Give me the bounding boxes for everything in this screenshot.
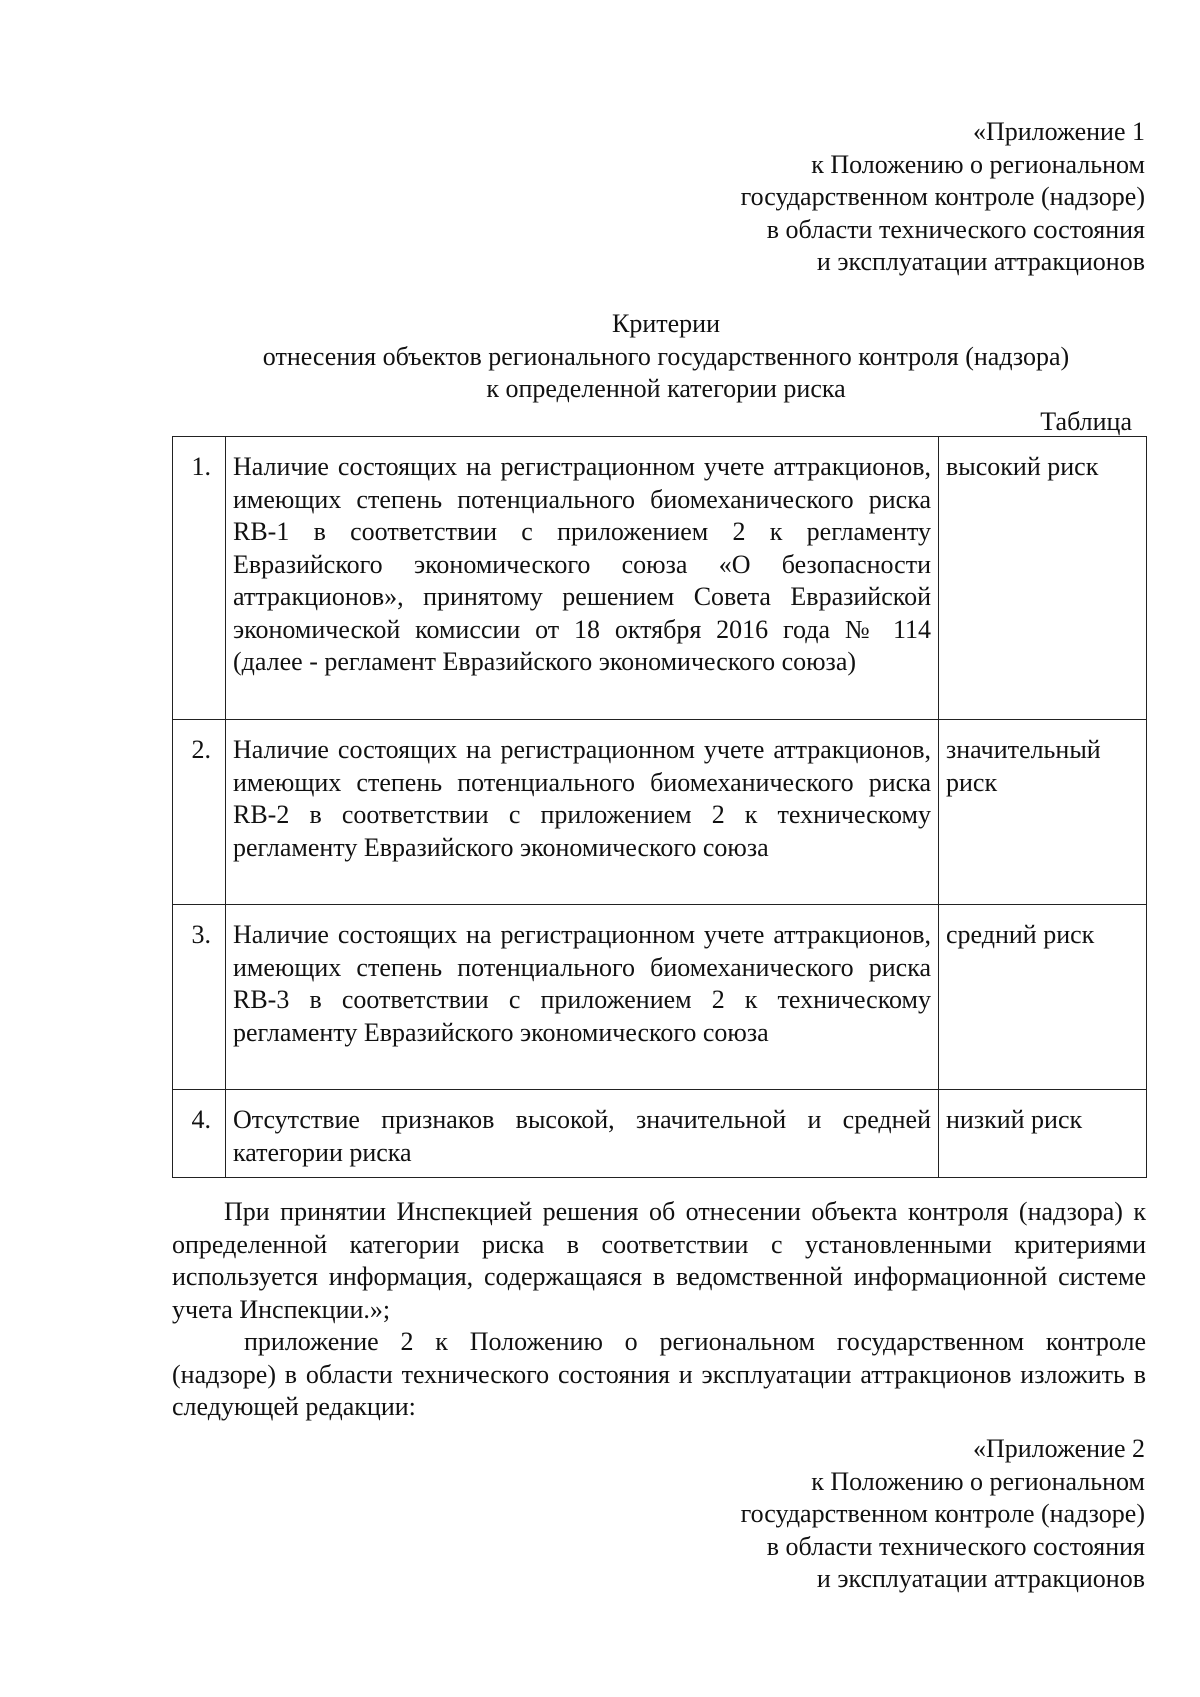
title-line: отнесения объектов регионального государственного контроля (надзора) — [262, 341, 1070, 371]
appendix-2-line: и эксплуатации аттракционов — [816, 1564, 1145, 1593]
table-row — [173, 437, 1147, 720]
body-paragraph: При принятии Инспекцией решения об отнесении объекта контроля (надзора) к определенной категории риска в соответствии с установленными критериями используется информация, содержащаяся в ведомственной информационной системе учета Инспекции.»; — [172, 1197, 1146, 1324]
appendix-1-line: в области технического состояния — [766, 214, 1145, 244]
appendix-1-line: и эксплуатации аттракционов — [816, 247, 1145, 276]
row-number: 4. — [173, 1090, 226, 1178]
table-row — [173, 1090, 1147, 1178]
appendix-1-line: «Приложение 1 — [972, 117, 1145, 146]
appendix-1-header — [445, 116, 1145, 279]
row-number: 1. — [173, 437, 226, 720]
appendix-1-line: государственном контроле (надзоре) — [740, 182, 1145, 211]
title-line: Критерии — [612, 309, 720, 338]
appendix-2-header — [445, 1433, 1145, 1596]
appendix-2-line: к Положению о региональном — [811, 1466, 1145, 1496]
risk-criteria-table — [172, 436, 1147, 1178]
row-number: 2. — [173, 720, 226, 905]
risk-category: средний риск — [939, 905, 1147, 1090]
criterion-description: Наличие состоящих на регистрационном учете аттракционов, имеющих степень потенциального биомеханического риска RB-3 в соответствии с приложением 2 к техническому регламенту Евразийского экономического союза — [226, 905, 939, 1090]
body-paragraph: приложение 2 к Положению о региональном государственном контроле (надзоре) в области технического состояния и эксплуатации аттракционов изложить в следующей редакции: — [172, 1327, 1146, 1421]
document-title — [160, 308, 1172, 406]
criterion-description: Наличие состоящих на регистрационном учете аттракционов, имеющих степень потенциального биомеханического риска RB-1 в соответствии с приложением 2 к регламенту Евразийского экономического союза «О безопасности аттракционов», принятому решением Совета Евразийской экономической комиссии от 18 октября 2016 года № 114 (далее - регламент Евразийского экономического союза) — [226, 437, 939, 720]
table-row — [173, 905, 1147, 1090]
appendix-2-line: государственном контроле (надзоре) — [740, 1499, 1145, 1528]
table-row — [173, 720, 1147, 905]
table-caption: Таблица — [1040, 407, 1132, 436]
criterion-description: Отсутствие признаков высокой, значительной и средней категории риска — [226, 1090, 939, 1178]
risk-category: значительный риск — [939, 720, 1147, 905]
appendix-1-line: к Положению о региональном — [811, 149, 1145, 179]
appendix-2-line: в области технического состояния — [766, 1531, 1145, 1561]
risk-category: низкий риск — [939, 1090, 1147, 1178]
row-number: 3. — [173, 905, 226, 1090]
risk-category: высокий риск — [939, 437, 1147, 720]
criterion-description: Наличие состоящих на регистрационном учете аттракционов, имеющих степень потенциального биомеханического риска RB-2 в соответствии с приложением 2 к техническому регламенту Евразийского экономического союза — [226, 720, 939, 905]
appendix-2-line: «Приложение 2 — [972, 1434, 1145, 1463]
title-line: к определенной категории риска — [486, 374, 846, 403]
